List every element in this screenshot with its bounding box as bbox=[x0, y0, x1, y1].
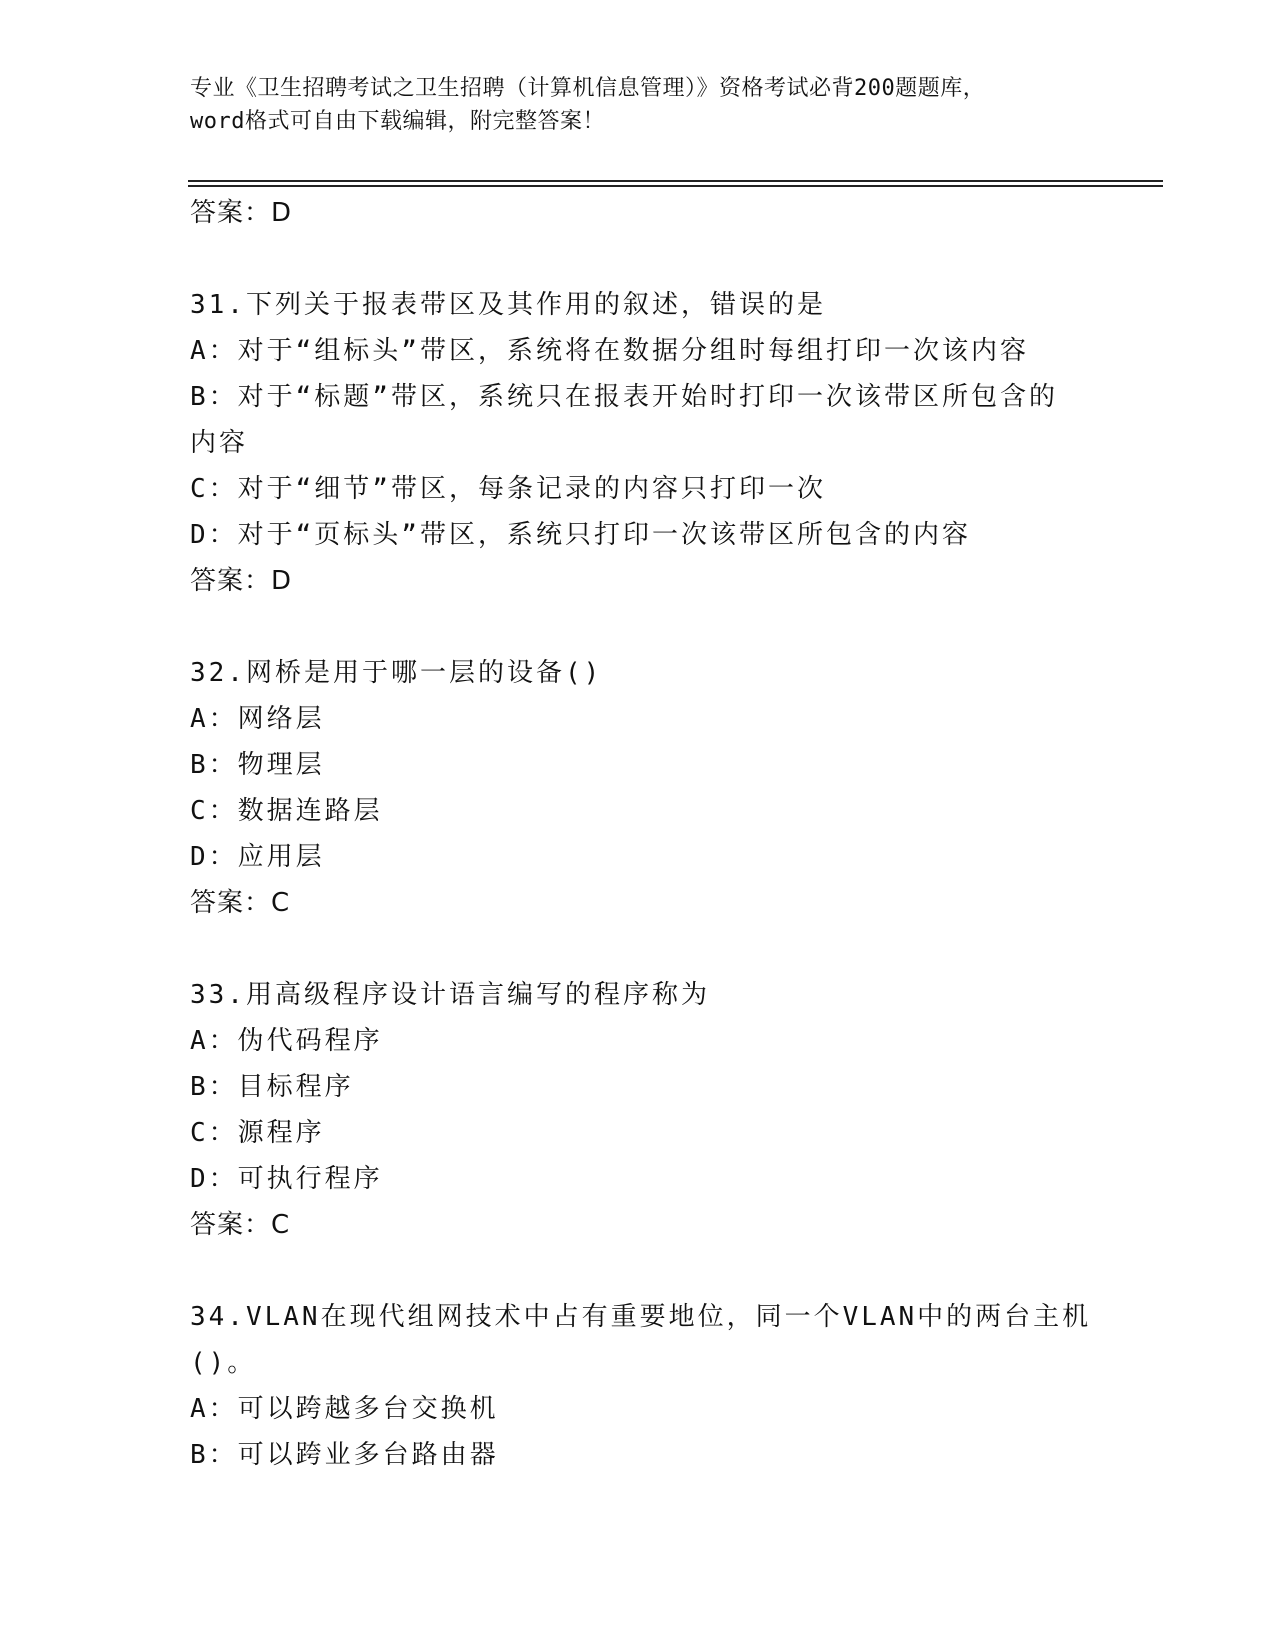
option-d: D：应用层 bbox=[190, 842, 325, 872]
question-34 bbox=[190, 1294, 1090, 1478]
answer: 答案：C bbox=[190, 1210, 291, 1240]
spacer bbox=[190, 604, 1090, 650]
question-33 bbox=[190, 972, 1090, 1248]
answer-previous: 答案：D bbox=[190, 198, 293, 228]
spacer bbox=[190, 1248, 1090, 1294]
answer: 答案：D bbox=[190, 566, 293, 596]
spacer bbox=[190, 926, 1090, 972]
header-divider-bottom bbox=[188, 185, 1163, 187]
question-32 bbox=[190, 650, 1090, 926]
option-a: A：网络层 bbox=[190, 704, 325, 734]
option-c: C：对于“细节”带区，每条记录的内容只打印一次 bbox=[190, 474, 826, 504]
option-b: B：物理层 bbox=[190, 750, 325, 780]
option-a: A：伪代码程序 bbox=[190, 1026, 383, 1056]
spacer bbox=[190, 236, 1090, 282]
option-c: C：数据连路层 bbox=[190, 796, 383, 826]
header-title-line-1: 专业《卫生招聘考试之卫生招聘（计算机信息管理）》资格考试必背200题题库， bbox=[190, 76, 986, 101]
option-b: B：目标程序 bbox=[190, 1072, 354, 1102]
option-b: B：可以跨业多台路由器 bbox=[190, 1440, 499, 1470]
question-stem: 33.用高级程序设计语言编写的程序称为 bbox=[190, 980, 710, 1010]
option-d: D：对于“页标头”带区，系统只打印一次该带区所包含的内容 bbox=[190, 520, 971, 550]
option-b-continued: 内容 bbox=[190, 428, 249, 458]
question-stem: 31.下列关于报表带区及其作用的叙述，错误的是 bbox=[190, 290, 826, 320]
question-31 bbox=[190, 282, 1090, 604]
answer: 答案：C bbox=[190, 888, 291, 918]
option-c: C：源程序 bbox=[190, 1118, 325, 1148]
header-title-line-2: word格式可自由下载编辑，附完整答案！ bbox=[190, 109, 605, 134]
option-a: A：对于“组标头”带区，系统将在数据分组时每组打印一次该内容 bbox=[190, 336, 1029, 366]
question-list bbox=[190, 190, 1090, 1478]
header-divider-top bbox=[188, 180, 1163, 182]
option-a: A：可以跨越多台交换机 bbox=[190, 1394, 499, 1424]
option-d: D：可执行程序 bbox=[190, 1164, 383, 1194]
question-stem: 32.网桥是用于哪一层的设备() bbox=[190, 658, 603, 688]
document-header bbox=[190, 72, 1090, 138]
question-stem-continued: ()。 bbox=[190, 1348, 257, 1378]
question-stem: 34.VLAN在现代组网技术中占有重要地位，同一个VLAN中的两台主机 bbox=[190, 1302, 1092, 1332]
option-b: B：对于“标题”带区，系统只在报表开始时打印一次该带区所包含的 bbox=[190, 382, 1058, 412]
